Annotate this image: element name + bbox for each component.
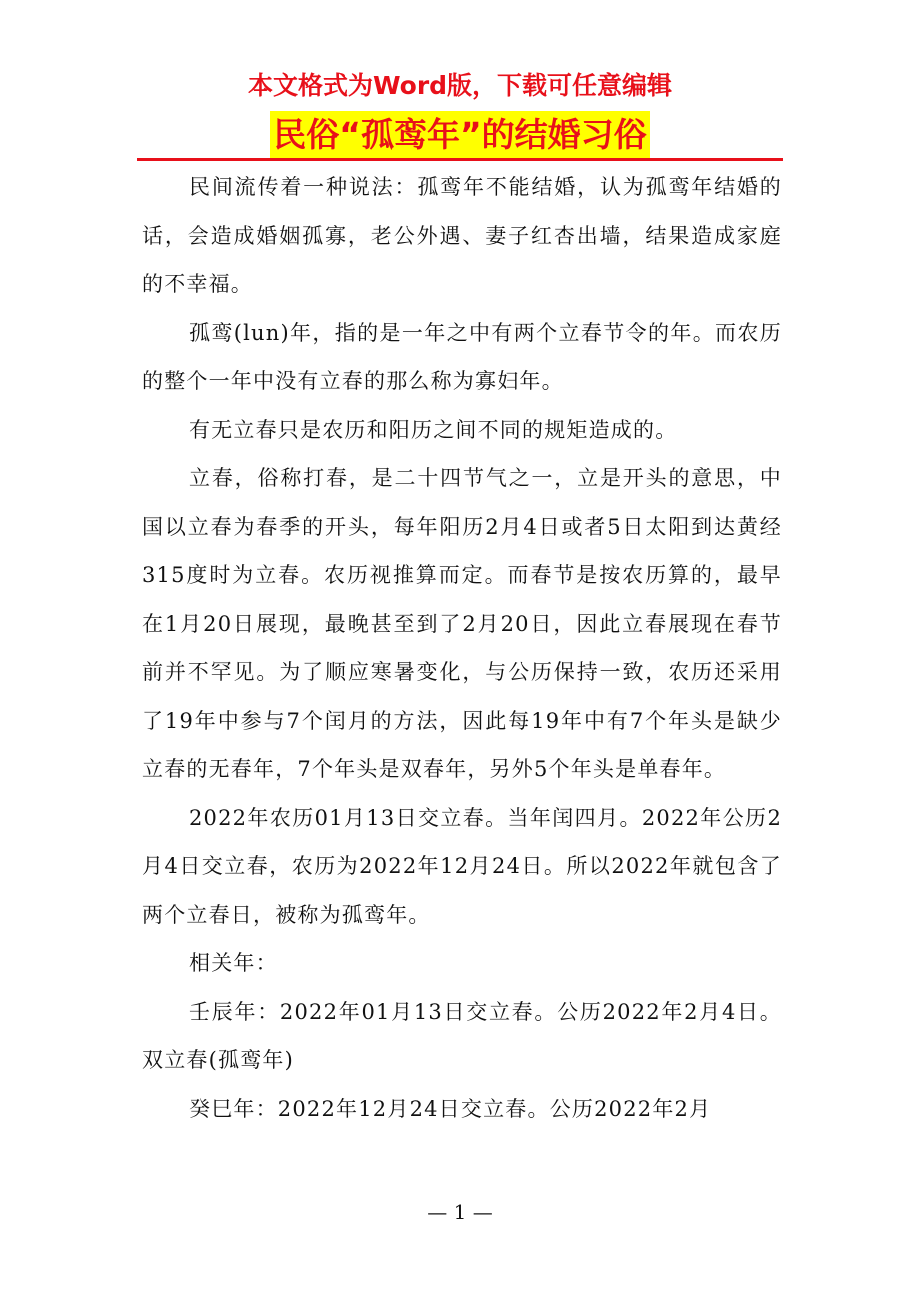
document-body xyxy=(142,163,782,1133)
title-container xyxy=(0,111,920,159)
paragraph: 孤鸾(lun)年，指的是一年之中有两个立春节令的年。而农历的整个一年中没有立春的那么称为寡妇年。 xyxy=(142,320,782,393)
paragraph: 民间流传着一种说法：孤鸾年不能结婚，认为孤鸾年结婚的话，会造成婚姻孤寡，老公外遇、妻子红杏出墙，结果造成家庭的不幸福。 xyxy=(142,175,782,296)
page-number: — 1 — xyxy=(427,1200,493,1224)
paragraph: 癸巳年：2022年12月24日交立春。公历2022年2月 xyxy=(189,1096,712,1121)
paragraph: 有无立春只是农历和阳历之间不同的规矩造成的。 xyxy=(189,417,678,442)
paragraph: 2022年农历01月13日交立春。当年闰四月。2022年公历2月4日交立春，农历为2022年12月24日。所以2022年就包含了两个立春日，被称为孤鸾年。 xyxy=(142,805,782,927)
download-banner: 本文格式为Word版，下载可任意编辑 xyxy=(247,71,673,100)
title-divider xyxy=(137,158,783,161)
paragraph: 壬辰年：2022年01月13日交立春。公历2022年2月4日。双立春(孤鸾年) xyxy=(142,999,782,1072)
document-title: 民俗“孤鸾年”的结婚习俗 xyxy=(270,111,649,159)
paragraph: 立春，俗称打春，是二十四节气之一，立是开头的意思，中国以立春为春季的开头，每年阳历2月4日或者5日太阳到达黄经315度时为立春。农历视推算而定。而春节是按农历算的，最早在1月20日展现，最晚甚至到了2月20日，因此立春展现在春节前并不罕见。为了顺应寒暑变化，与公历保持一致，农历还采用了19年中参与7个闰月的方法，因此每19年中有7个年头是缺少立春的无春年，7个年头是双春年，另外5个年头是单春年。 xyxy=(142,466,782,781)
paragraph: 相关年： xyxy=(189,951,278,975)
